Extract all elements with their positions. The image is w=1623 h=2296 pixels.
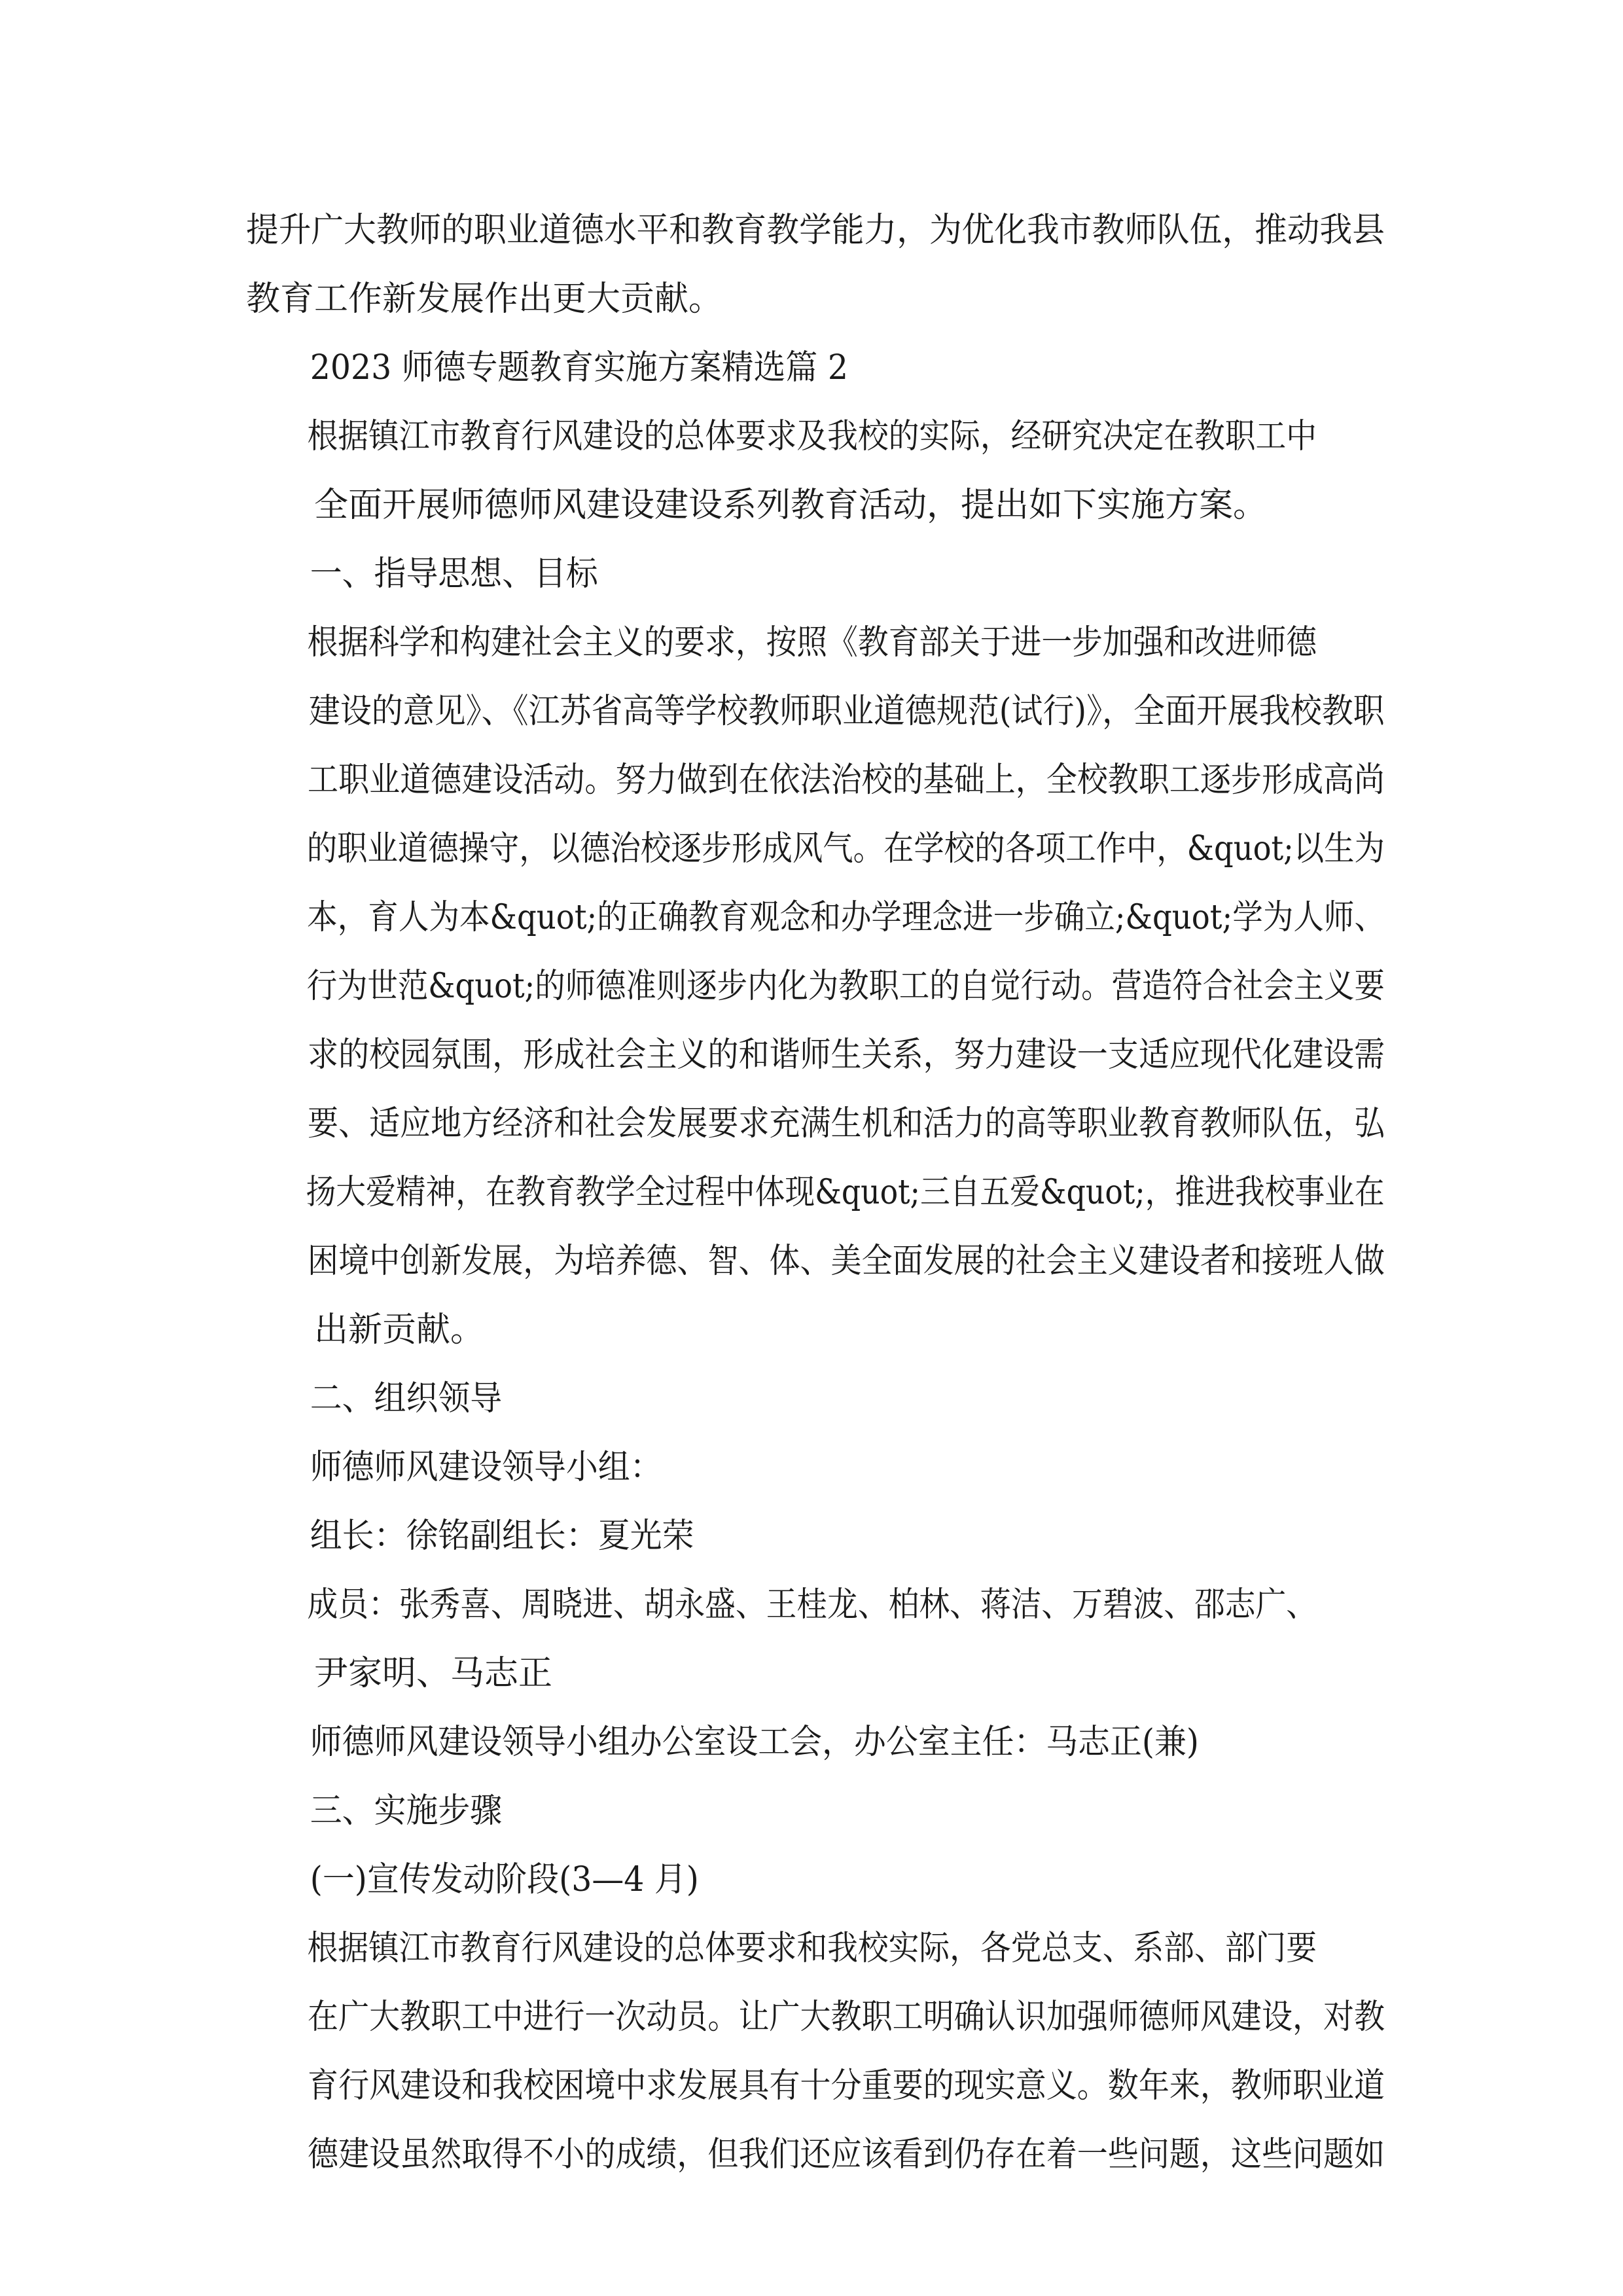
text-line: 行为世范&quot;的师德准则逐步内化为教职工的自觉行动。营造符合社会主义要 xyxy=(306,967,1385,1006)
text-line: 出新贡献。 xyxy=(314,1310,485,1350)
paragraph-p-intro-end xyxy=(246,196,1385,334)
paragraph-p-section-title xyxy=(246,334,1385,403)
paragraph-p-office xyxy=(246,1708,1385,1777)
text-line: 2023 师德专题教育实施方案精选篇 2 xyxy=(310,348,848,387)
paragraph-p-stage-1 xyxy=(246,1846,1385,1914)
text-line: 全面开展师德师风建设建设系列教育活动，提出如下实施方案。 xyxy=(314,486,1268,525)
paragraph-p-stage-1-body xyxy=(246,1914,1385,2189)
text-line: 一、指导思想、目标 xyxy=(310,554,598,594)
paragraph-p-opening xyxy=(246,403,1385,540)
text-line: 根据镇江市教育行风建设的总体要求及我校的实际，经研究决定在教职工中 xyxy=(307,417,1317,456)
text-line: 求的校园氛围，形成社会主义的和谐师生关系，努力建设一支适应现代化建设需 xyxy=(308,1035,1385,1075)
text-line: 育行风建设和我校困境中求发展具有十分重要的现实意义。数年来，教师职业道 xyxy=(308,2066,1385,2106)
text-line: 扬大爱精神，在教育教学全过程中体现&quot;三自五爱&quot;，推进我校事业在 xyxy=(306,1173,1385,1212)
text-line: 困境中创新发展，为培养德、智、体、美全面发展的社会主义建设者和接班人做 xyxy=(308,1242,1385,1281)
text-line: 教育工作新发展作出更大贡献。 xyxy=(246,279,723,319)
text-line: 师德师风建设领导小组办公室设工会，办公室主任：马志正(兼) xyxy=(310,1723,1199,1762)
text-line: 二、组织领导 xyxy=(310,1379,503,1418)
paragraph-p-leaders xyxy=(246,1502,1385,1571)
document-body xyxy=(246,196,1385,2189)
text-line: 三、实施步骤 xyxy=(310,1791,503,1831)
text-line: 组长：徐铭副组长：夏光荣 xyxy=(310,1516,694,1556)
text-line: 要、适应地方经济和社会发展要求充满生机和活力的高等职业教育教师队伍，弘 xyxy=(308,1104,1385,1143)
text-line: 根据镇江市教育行风建设的总体要求和我校实际，各党总支、系部、部门要 xyxy=(307,1929,1317,1968)
text-line: 工职业道德建设活动。努力做到在依法治校的基础上，全校教职工逐步形成高尚 xyxy=(308,761,1385,800)
text-line: 本，育人为本&quot;的正确教育观念和办学理念进一步确立;&quot;学为人师、 xyxy=(307,898,1385,937)
paragraph-p-members xyxy=(246,1571,1385,1708)
paragraph-p-heading-1 xyxy=(246,540,1385,609)
text-line: 在广大教职工中进行一次动员。让广大教职工明确认识加强师德师风建设，对教 xyxy=(308,1998,1385,2037)
paragraph-p-heading-3 xyxy=(246,1777,1385,1846)
paragraph-p-heading-2 xyxy=(246,1365,1385,1433)
text-line: 成员：张秀喜、周晓进、胡永盛、王桂龙、柏林、蒋洁、万碧波、邵志广、 xyxy=(307,1585,1317,1624)
text-line: 师德师风建设领导小组： xyxy=(310,1448,662,1487)
text-line: 德建设虽然取得不小的成绩，但我们还应该看到仍存在着一些问题，这些问题如 xyxy=(308,2135,1385,2174)
text-line: 的职业道德操守，以德治校逐步形成风气。在学校的各项工作中，&quot;以生为 xyxy=(306,829,1385,869)
text-line: 尹家明、马志正 xyxy=(314,1654,553,1693)
text-line: 提升广大教师的职业道德水平和教育教学能力，为优化我市教师队伍，推动我县 xyxy=(246,211,1385,250)
paragraph-p-guiding xyxy=(246,609,1385,1365)
text-line: (一)宣传发动阶段(3—4 月) xyxy=(310,1860,699,1899)
text-line: 建设的意见》、《江苏省高等学校教师职业道德规范(试行)》，全面开展我校教职 xyxy=(308,692,1385,731)
paragraph-p-group-title xyxy=(246,1433,1385,1502)
text-line: 根据科学和构建社会主义的要求，按照《教育部关于进一步加强和改进师德 xyxy=(307,623,1317,662)
